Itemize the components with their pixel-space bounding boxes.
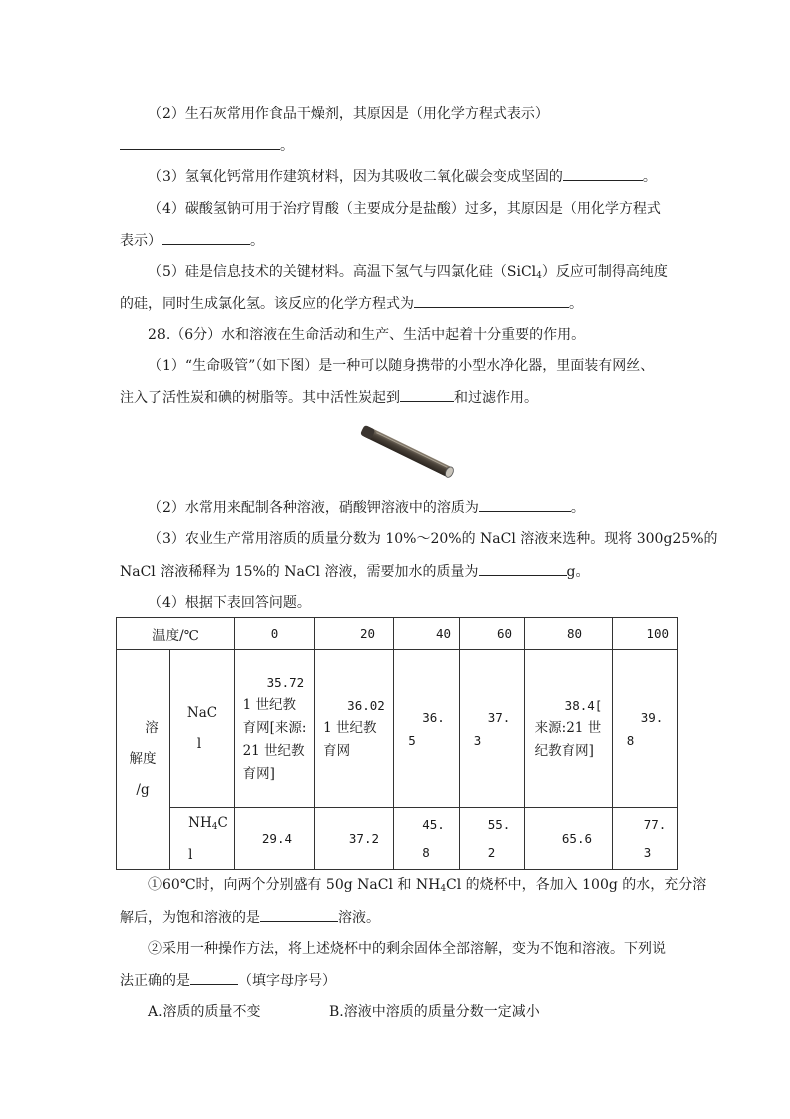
nh4cl-label-2: l: [188, 846, 193, 863]
option-a-text: A.溶质的质量不变: [148, 1004, 261, 1020]
q2-line: [148, 104, 549, 124]
q28-p2-blank[interactable]: [479, 497, 571, 512]
nacl-label-1: NaC: [186, 704, 218, 721]
s1-sub: 4: [440, 884, 447, 894]
s2-text2a: 法正确的是: [120, 973, 190, 989]
nh4cl-label-sub: 4: [211, 821, 218, 832]
nacl-80-l2: 来源:21 世: [534, 720, 602, 736]
nacl-80-l3: 纪教育网]: [534, 743, 594, 759]
s1-text2a: 解后，为饱和溶液的是: [120, 910, 260, 926]
nh4cl-label-cell: [170, 808, 235, 870]
q5-line2: [120, 293, 583, 314]
nacl-0-l2: 1 世纪教: [242, 697, 296, 713]
s1-line2: [120, 907, 380, 928]
q28-p4-line: [148, 593, 311, 613]
q2-answer-line: [120, 135, 294, 156]
option-a: [148, 1002, 261, 1022]
nacl-40-l1: 36.: [422, 709, 445, 725]
nh4cl-80: 65.6: [561, 830, 592, 846]
nacl-100-l2: 8: [626, 732, 635, 748]
q28-p3-text1: （3）农业生产常用溶质的质量分数为 10%～20%的 NaCl 溶液来选种。现将 300g25%的: [148, 531, 718, 547]
q28-p1-text1: （1）“生命吸管”（如下图）是一种可以随身携带的小型水净化器，里面装有网丝、: [148, 358, 655, 374]
nacl-0-l5: 育网]: [242, 766, 275, 782]
nacl-100-l1: 39.: [640, 709, 664, 725]
nacl-40-l2: 5: [408, 732, 416, 748]
nacl-cell-20: [315, 650, 394, 808]
nh4cl-label-b: C: [217, 814, 228, 831]
row-label-1: 溶: [145, 720, 159, 736]
q4-line1: [148, 199, 661, 219]
q5-text1a: （5）硅是信息技术的关键材料。高温下氢气与四氯化硅（SiCl: [148, 264, 537, 280]
nh4cl-60-l1: 55.: [487, 816, 511, 832]
nh4cl-row: [117, 808, 678, 870]
nacl-cell-0: [235, 650, 315, 808]
nacl-cell-40: [394, 650, 460, 808]
nacl-0-l1: 35.72: [266, 675, 305, 690]
nacl-label-2: l: [196, 735, 202, 752]
q4-text2: 表示）: [120, 233, 162, 249]
nh4cl-20: 37.2: [348, 830, 379, 846]
q28-p3-blank[interactable]: [479, 561, 567, 576]
q28-title-text: 28.（6分）水和溶液在生命活动和生产、生活中起着十分重要的作用。: [148, 327, 586, 343]
option-b: [329, 1002, 540, 1022]
q28-p3-line1: [148, 529, 718, 549]
q2-end: 。: [280, 138, 294, 154]
temp-cell: [613, 618, 678, 650]
nacl-80-l1: 38.4[: [564, 698, 603, 713]
q4-line2: [120, 230, 264, 251]
row-label-3: /g: [136, 782, 150, 798]
s1-line1: [148, 875, 706, 899]
temp-cell: [394, 618, 460, 650]
q28-p1-line2: [120, 387, 538, 408]
s2-blank[interactable]: [190, 970, 238, 985]
temp-cell: [525, 618, 613, 650]
q28-p4-text: （4）根据下表回答问题。: [148, 595, 311, 611]
q5-line1: [148, 262, 668, 286]
temp-value: 80: [566, 625, 582, 641]
s2-line1: [148, 939, 666, 959]
q28-title: [148, 325, 585, 345]
row-label-2: 解度: [129, 751, 157, 767]
s2-text2b: （填字母序号）: [238, 973, 336, 989]
q28-p1-text2b: 和过滤作用。: [454, 390, 538, 406]
q3-text: （3）氢氧化钙常用作建筑材料，因为其吸收二氧化碳会变成坚固的: [148, 169, 563, 185]
nh4cl-cell-60: [460, 808, 525, 870]
q5-end: 。: [569, 296, 583, 312]
temp-header-label: 温度/℃: [152, 627, 199, 644]
q2-text: （2）生石灰常用作食品干燥剂，其原因是（用化学方程式表示）: [148, 106, 549, 122]
nh4cl-60-l2: 2: [487, 844, 496, 860]
solubility-label-cell: [117, 650, 170, 870]
table-header-row: [117, 618, 678, 650]
s1-blank[interactable]: [260, 907, 338, 922]
q4-text1: （4）碳酸氢钠可用于治疗胃酸（主要成分是盐酸）过多，其原因是（用化学方程式: [148, 201, 661, 217]
q4-end: 。: [250, 233, 264, 249]
nh4cl-40-l1: 45.: [422, 816, 445, 832]
nacl-cell-80: [525, 650, 613, 808]
solubility-table: [116, 617, 678, 870]
q28-p2-text: （2）水常用来配制各种溶液，硝酸钾溶液中的溶质为: [148, 500, 479, 516]
temp-value: 40: [435, 625, 451, 641]
nacl-cell-100: [613, 650, 678, 808]
q5-text1b: ）反应可制得高纯度: [541, 264, 668, 280]
nh4cl-cell-100: [613, 808, 678, 870]
nacl-60-l1: 37.: [487, 709, 511, 725]
nacl-20-l3: 育网: [323, 743, 351, 759]
q3-end: 。: [642, 169, 657, 185]
nh4cl-40-l2: 8: [422, 844, 430, 860]
q5-answer-blank[interactable]: [414, 293, 569, 308]
nacl-60-l2: 3: [473, 732, 482, 748]
q5-text2: 的硅，同时生成氯化氢。该反应的化学方程式为: [120, 296, 414, 312]
nh4cl-cell-0: [235, 808, 315, 870]
nh4cl-100-l1: 77.: [643, 816, 667, 832]
temp-value: 20: [359, 625, 375, 641]
q28-p3-text2b: g。: [566, 564, 590, 580]
nacl-20-l2: 1 世纪教: [323, 720, 377, 736]
nacl-cell-60: [460, 650, 525, 808]
temp-header-cell: [117, 618, 235, 650]
nh4cl-0: 29.4: [261, 830, 292, 846]
s2-text1: ②采用一种操作方法，将上述烧杯中的剩余固体全部溶解，变为不饱和溶液。下列说: [148, 941, 666, 957]
nacl-label-cell: [170, 650, 235, 808]
nh4cl-cell-20: [315, 808, 394, 870]
temp-value: 100: [646, 625, 669, 641]
nacl-row: [117, 650, 678, 808]
nh4cl-label-1: [176, 809, 228, 841]
q4-answer-blank[interactable]: [162, 230, 250, 245]
s2-line2: [120, 970, 336, 991]
q28-p2-line: [148, 497, 585, 518]
q3-line: [148, 166, 657, 187]
nh4cl-label-a: NH: [188, 814, 212, 831]
nacl-0-l4: 21 世纪教: [242, 743, 305, 759]
q5-sub: 4: [536, 271, 542, 281]
life-straw-image: [355, 422, 460, 482]
s1-text2b: 溶液。: [338, 910, 380, 926]
nacl-0-l3: 育网[来源:: [242, 720, 307, 736]
q28-p2-end: 。: [570, 500, 585, 516]
s1-text1b: Cl 的烧杯中，各加入 100g 的水，充分溶: [446, 877, 707, 893]
q28-p1-text2a: 注入了活性炭和碘的树脂等。其中活性炭起到: [120, 390, 400, 406]
temp-cell: [315, 618, 394, 650]
q28-p3-line2: [120, 561, 589, 582]
temp-value: 0: [270, 625, 279, 641]
q28-p1-blank[interactable]: [400, 387, 454, 402]
s1-text1a: ①60℃时，向两个分别盛有 50g NaCl 和 NH: [148, 877, 441, 893]
option-b-text: B.溶液中溶质的质量分数一定减小: [329, 1004, 540, 1020]
nh4cl-cell-80: [525, 808, 613, 870]
nh4cl-100-l2: 3: [643, 844, 652, 860]
nh4cl-cell-40: [394, 808, 460, 870]
q3-answer-blank[interactable]: [563, 166, 643, 181]
q2-answer-blank[interactable]: [120, 135, 280, 150]
temp-cell: [235, 618, 315, 650]
temp-value: 60: [496, 625, 512, 641]
q28-p1-line1: [148, 356, 654, 376]
temp-cell: [460, 618, 525, 650]
q28-p3-text2a: NaCl 溶液稀释为 15%的 NaCl 溶液，需要加水的质量为: [120, 564, 479, 580]
nacl-20-l1: 36.02: [347, 698, 385, 713]
